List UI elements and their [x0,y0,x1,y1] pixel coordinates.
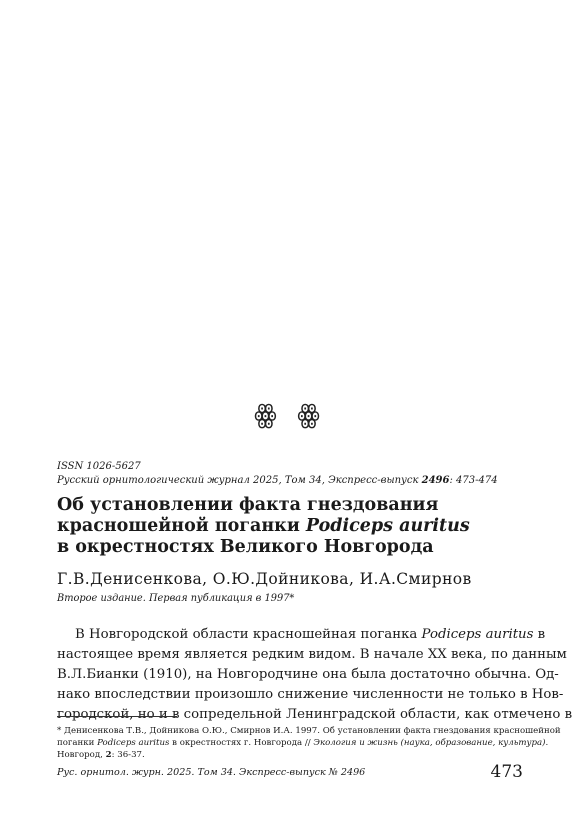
article-title [57,495,537,558]
footnote-line-3-text: Новгород, [57,750,106,760]
body-line-1-text: В Новгородской области красношейная поганка [75,627,422,642]
footnote-line-2 [57,737,549,749]
footnote-journal: Экология и жизнь (наука, образование, культура). [313,738,549,748]
footnote-line-2-text: поганки [57,738,98,748]
title-line-2-text: красношейной поганки [57,516,306,536]
footnote-line-1: * Денисенкова Т.В., Дойникова О.Ю., Смирнов И.А. 1997. Об установлении факта гнездования красношейной [57,726,561,736]
footnote-pages: : 36-37. [111,750,145,760]
body-text [57,625,573,725]
running-footer: Рус. орнитол. журн. 2025. Том 34. Экспресс-выпуск № 2496 [57,767,366,778]
footnote-line-2-mid: в окрестностях г. Новгорода // [169,738,314,748]
footnote-species: Podiceps auritus [97,738,170,748]
journal-pages: : 473-474 [449,475,498,486]
title-line-1: Об установлении факта гнездования [57,495,439,515]
second-edition-note: Второе издание. Первая публикация в 1997* [57,593,295,604]
body-line-1-end: в [533,627,546,642]
footnote-divider [57,716,177,717]
body-line-1 [57,625,546,645]
body-line-5: городской, но и в сопредельной Ленинградской области, как отмечено в [57,707,573,722]
footnote-line-3 [57,749,527,761]
footnote [57,725,561,761]
journal-issue: 2496 [421,475,450,486]
body-line-4: нако впоследствии произошло снижение численности не только в Нов- [57,687,564,702]
body-line-2: настоящее время является редким видом. В начале XX века, по данным [57,647,567,662]
page-number: 473 [490,762,523,782]
issn-line: ISSN 1026-5627 [57,461,141,472]
body-species: Podiceps auritus [421,627,534,642]
title-line-3: в окрестностях Великого Новгорода [57,537,434,557]
journal-citation-line [57,475,498,486]
journal-prefix: Русский орнитологический журнал 2025, Том 34, Экспресс-выпуск [57,475,422,486]
footnote-volume: 2 [105,750,112,760]
title-line-2 [57,516,537,537]
title-species: Podiceps auritus [305,516,470,536]
body-line-3: В.Л.Бианки (1910), на Новгородчине она была достаточно обычна. Од- [57,667,559,682]
decorative-ornament-icon: ꙮ ꙮ [254,400,326,430]
authors: Г.В.Денисенкова, О.Ю.Дойникова, И.А.Смирнов [57,570,472,588]
